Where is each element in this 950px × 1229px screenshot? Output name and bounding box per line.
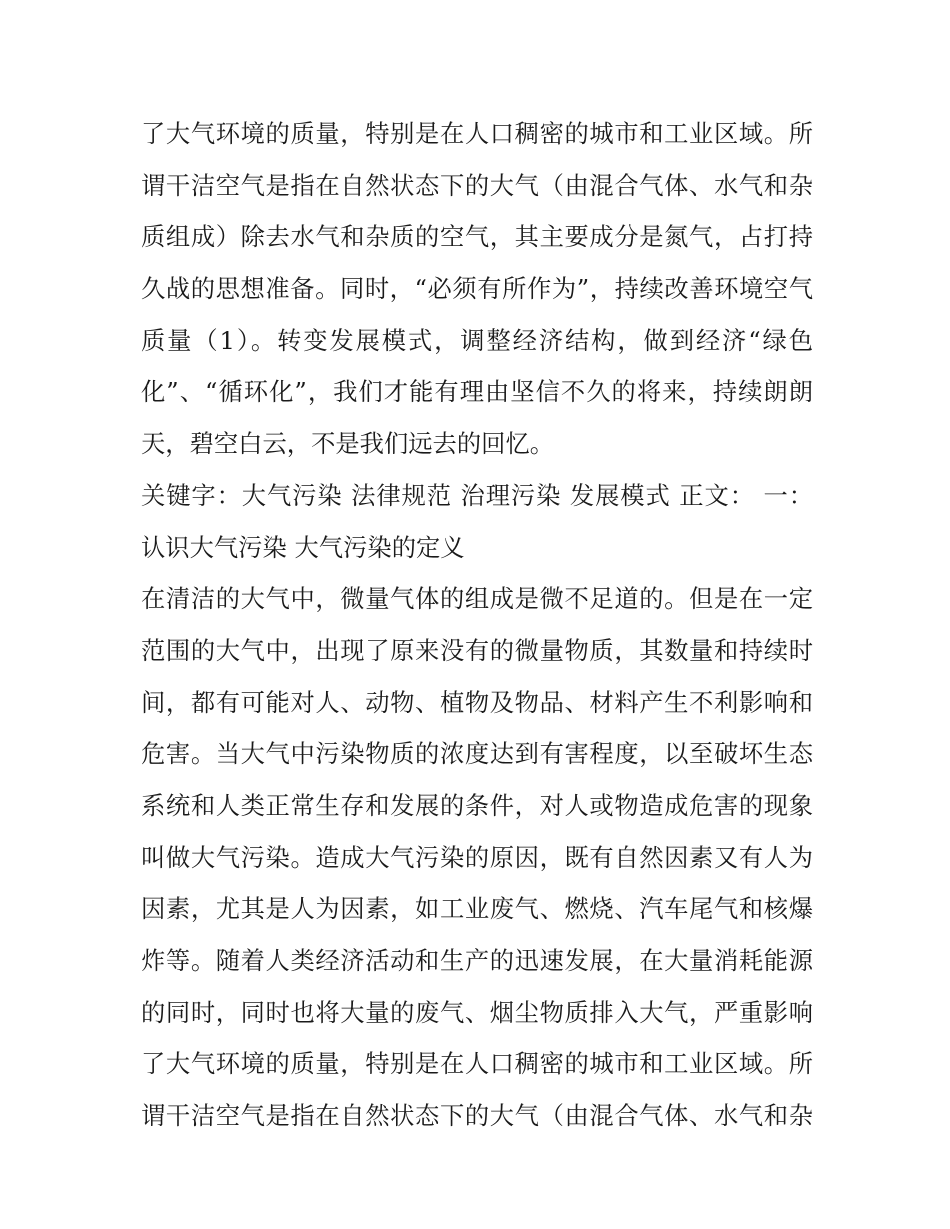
text-line: 天，碧空白云，不是我们远去的回忆。 xyxy=(141,429,555,459)
text-line: 质量（1）。转变发展模式，调整经济结构，做到经济“绿色 xyxy=(141,325,813,355)
text-line: 化”、“循环化”，我们才能有理由坚信不久的将来，持续朗朗 xyxy=(141,377,813,407)
text-line: 久战的思想准备。同时，“必须有所作为”，持续改善环境空气 xyxy=(141,274,813,304)
keywords-line: 关键字：大气污染 法律规范 治理污染 发展模式 正文： 一： xyxy=(141,480,813,510)
text-line: 系统和人类正常生存和发展的条件，对人或物造成危害的现象 xyxy=(141,790,813,820)
document-body xyxy=(141,108,813,1142)
text-line: 了大气环境的质量，特别是在人口稠密的城市和工业区域。所 xyxy=(141,1049,813,1079)
text-line: 叫做大气污染。造成大气污染的原因，既有自然因素又有人为 xyxy=(141,842,813,872)
text-line: 危害。当大气中污染物质的浓度达到有害程度，以至破坏生态 xyxy=(141,739,813,769)
text-line: 谓干洁空气是指在自然状态下的大气（由混合气体、水气和杂 xyxy=(141,170,813,200)
text-line: 范围的大气中，出现了原来没有的微量物质，其数量和持续时 xyxy=(141,635,813,665)
text-line: 的同时，同时也将大量的废气、烟尘物质排入大气，严重影响 xyxy=(141,997,813,1027)
text-line: 了大气环境的质量，特别是在人口稠密的城市和工业区域。所 xyxy=(141,119,813,148)
section-heading: 认识大气污染 大气污染的定义 xyxy=(141,532,465,562)
text-line: 因素，尤其是人为因素，如工业废气、燃烧、汽车尾气和核爆 xyxy=(141,894,813,924)
text-line: 炸等。随着人类经济活动和生产的迅速发展，在大量消耗能源 xyxy=(141,946,813,975)
text-line: 间，都有可能对人、动物、植物及物品、材料产生不利影响和 xyxy=(141,687,813,717)
text-line: 谓干洁空气是指在自然状态下的大气（由混合气体、水气和杂 xyxy=(141,1101,813,1131)
text-line: 质组成）除去水气和杂质的空气，其主要成分是氮气，占打持 xyxy=(141,222,813,252)
text-line: 在清洁的大气中，微量气体的组成是微不足道的。但是在一定 xyxy=(141,584,813,614)
